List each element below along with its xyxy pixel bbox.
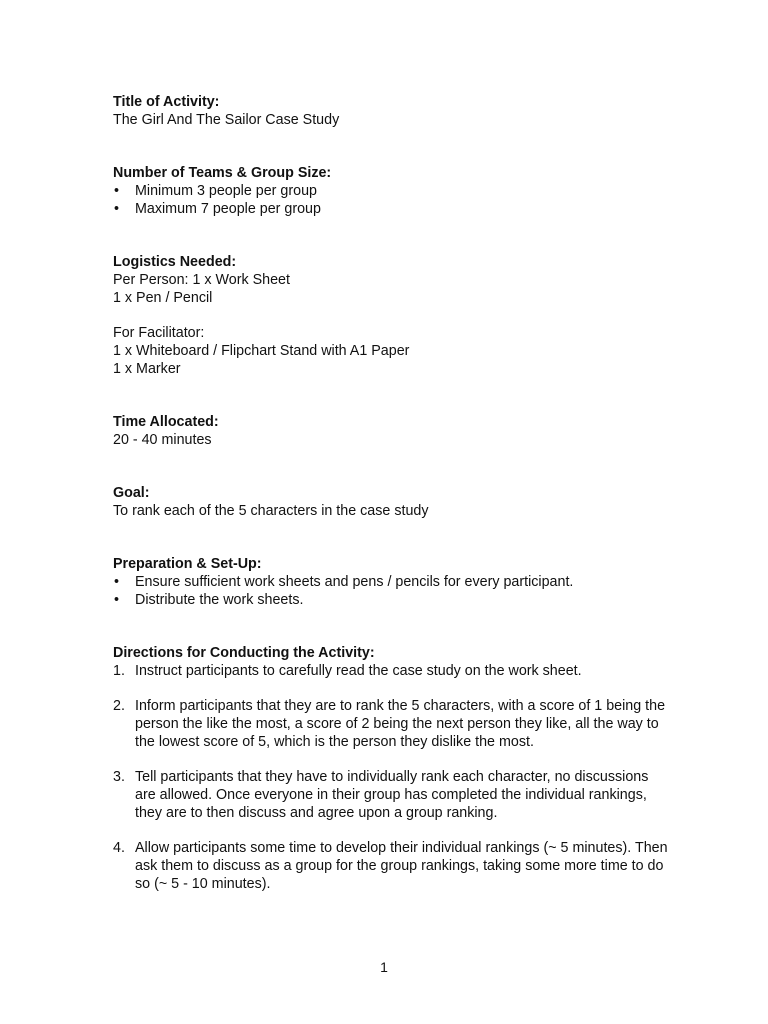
step-text: Allow participants some time to develop their individual rankings (~ 5 minutes). Then ask them to discuss as a group for the group rankings, taking some more time to do so (~ 5 - 10 minutes). (135, 840, 668, 892)
logistics-line: 1 x Marker (113, 361, 181, 377)
step-number: 3. (113, 769, 125, 785)
list-item-text: Maximum 7 people per group (135, 201, 321, 217)
teams-bullet-list (113, 182, 673, 218)
list-item (113, 591, 673, 609)
directions-step-list (113, 662, 673, 893)
goal-section (113, 484, 673, 520)
facilitator-label: For Facilitator: (113, 325, 205, 341)
step-item (113, 839, 673, 893)
logistics-heading: Logistics Needed: (113, 254, 237, 270)
time-text: 20 - 40 minutes (113, 432, 212, 448)
goal-heading: Goal: (113, 485, 150, 501)
list-item-text: Distribute the work sheets. (135, 592, 304, 608)
step-number: 4. (113, 840, 125, 856)
logistics-section (113, 253, 673, 378)
list-item (113, 573, 673, 591)
list-item (113, 200, 673, 218)
time-section (113, 413, 673, 449)
directions-heading: Directions for Conducting the Activity: (113, 645, 375, 661)
bullet-icon: • (114, 592, 120, 608)
logistics-line: Per Person: 1 x Work Sheet (113, 272, 290, 288)
logistics-line: 1 x Pen / Pencil (113, 290, 213, 306)
directions-section (113, 644, 673, 893)
prep-heading: Preparation & Set-Up: (113, 556, 262, 572)
prep-section (113, 555, 673, 609)
step-item (113, 768, 673, 822)
step-item (113, 662, 673, 680)
teams-section (113, 164, 673, 218)
step-number: 1. (113, 663, 125, 679)
list-item-text: Minimum 3 people per group (135, 183, 317, 199)
bullet-icon: • (114, 574, 120, 590)
bullet-icon: • (114, 201, 120, 217)
title-heading: Title of Activity: (113, 94, 220, 110)
list-item-text: Ensure sufficient work sheets and pens / pencils for every participant. (135, 574, 574, 590)
step-text: Inform participants that they are to rank the 5 characters, with a score of 1 being the person the like the most, a score of 2 being the next person they like, all the way to the lowest score of 5, which is the person they dislike the most. (135, 698, 666, 750)
bullet-icon: • (114, 183, 120, 199)
list-item (113, 182, 673, 200)
step-number: 2. (113, 698, 125, 714)
step-text: Instruct participants to carefully read the case study on the work sheet. (135, 663, 582, 679)
title-text: The Girl And The Sailor Case Study (113, 112, 340, 128)
step-item (113, 697, 673, 751)
goal-text: To rank each of the 5 characters in the case study (113, 503, 429, 519)
title-section (113, 93, 673, 129)
prep-bullet-list (113, 573, 673, 609)
page-number: 1 (380, 959, 388, 975)
time-heading: Time Allocated: (113, 414, 219, 430)
teams-heading: Number of Teams & Group Size: (113, 165, 332, 181)
logistics-line: 1 x Whiteboard / Flipchart Stand with A1 Paper (113, 343, 410, 359)
step-text: Tell participants that they have to individually rank each character, no discussions are allowed. Once everyone in their group has completed the individual rankings, they are to then discuss and agree upon a group ranking. (135, 769, 649, 821)
document-page (113, 93, 673, 910)
